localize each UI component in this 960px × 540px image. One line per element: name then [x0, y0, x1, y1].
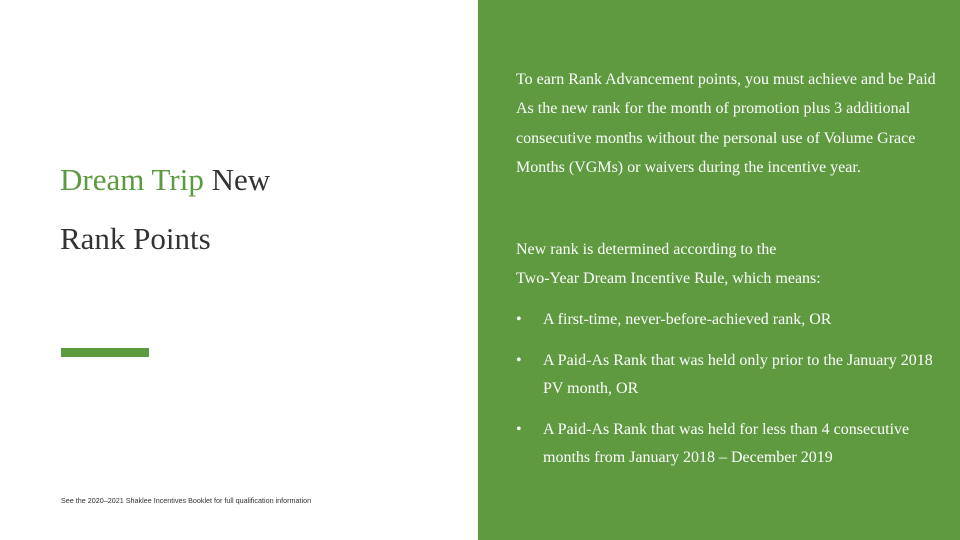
paragraph-rule [516, 236, 946, 293]
bullet-text: A Paid-As Rank that was held for less than 4 consecutive months from January 2018 – December 2019 [543, 420, 910, 466]
right-panel [478, 0, 960, 540]
left-panel [0, 0, 478, 540]
bullet-icon: • [516, 351, 522, 369]
bullet-icon: • [516, 311, 522, 328]
paragraph-requirements: To earn Rank Advancement points, you must achieve and be Paid As the new rank for the month of promotion plus 3 additional consecutive months without the personal use of Volume Grace Months (VGMs) or waivers during the incentive year. [516, 71, 936, 176]
title-accent: Dream Trip [60, 162, 204, 197]
list-item [516, 306, 946, 335]
slide-title [60, 150, 420, 268]
bullet-list [516, 306, 946, 485]
list-item [516, 347, 946, 404]
list-item [516, 416, 946, 473]
title-rest-line1: New [203, 162, 271, 197]
title-line2: Rank Points [60, 221, 211, 256]
paragraph-rule-line1: New rank is determined according to the [516, 241, 777, 258]
bullet-icon: • [516, 420, 522, 438]
bullet-text: A Paid-As Rank that was held only prior to the January 2018 PV month, OR [543, 351, 933, 397]
accent-bar [61, 348, 149, 357]
footnote: See the 2020–2021 Shaklee Incentives Booklet for full qualification information [61, 496, 312, 505]
bullet-text: A first-time, never-before-achieved rank, OR [543, 311, 832, 328]
paragraph-rule-line2: Two-Year Dream Incentive Rule, which means: [516, 269, 821, 287]
